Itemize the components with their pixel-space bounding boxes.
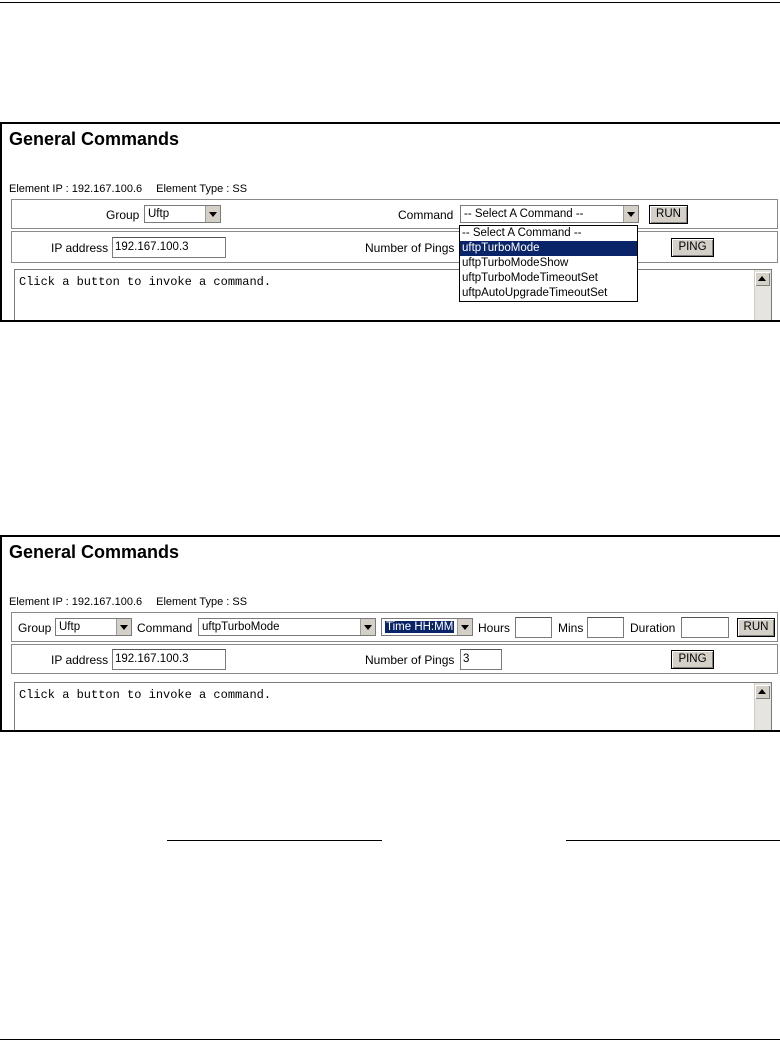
command-select-value: -- Select A Command -- xyxy=(464,208,584,220)
mins-input[interactable] xyxy=(587,617,624,638)
panel-title: General Commands xyxy=(9,129,180,149)
number-of-pings-label: Number of Pings xyxy=(365,241,455,255)
ping-button[interactable]: PING xyxy=(671,238,714,257)
command-label: Command xyxy=(398,208,454,222)
element-ip: Element IP : 192.167.100.6 xyxy=(9,596,143,608)
group-select-value: Uftp xyxy=(148,208,170,220)
scroll-up-icon[interactable] xyxy=(755,685,770,699)
hours-label: Hours xyxy=(478,621,511,635)
hours-input[interactable] xyxy=(515,617,552,638)
command-dropdown-list[interactable] xyxy=(459,225,638,302)
run-button[interactable]: RUN xyxy=(737,618,775,637)
chevron-down-icon[interactable] xyxy=(623,206,638,222)
output-text: Click a button to invoke a command. xyxy=(19,688,272,702)
signature-line-right xyxy=(566,840,780,841)
command-row xyxy=(11,612,778,642)
command-select-value: uftpTurboMode xyxy=(202,621,280,633)
command-option[interactable]: uftpTurboModeShow xyxy=(462,257,569,269)
element-ip: Element IP : 192.167.100.6 xyxy=(9,183,143,195)
chevron-down-icon[interactable] xyxy=(457,619,472,635)
command-select[interactable] xyxy=(460,205,639,223)
group-label: Group xyxy=(106,208,140,222)
page-top-rule xyxy=(0,2,780,3)
ip-address-input[interactable]: 192.167.100.3 xyxy=(112,237,226,258)
group-select-value: Uftp xyxy=(59,621,81,633)
element-type: Element Type : SS xyxy=(156,596,248,608)
element-info xyxy=(9,596,247,608)
group-label: Group xyxy=(18,621,52,635)
scrollbar[interactable] xyxy=(754,270,771,322)
signature-line-left xyxy=(167,840,382,841)
group-select[interactable] xyxy=(55,618,132,636)
ip-address-input[interactable]: 192.167.100.3 xyxy=(112,649,226,670)
run-button[interactable]: RUN xyxy=(649,205,688,224)
output-textarea[interactable] xyxy=(14,682,772,732)
ping-row xyxy=(11,644,778,674)
duration-input[interactable] xyxy=(681,617,729,638)
command-option[interactable]: uftpAutoUpgradeTimeoutSet xyxy=(462,287,608,299)
output-text: Click a button to invoke a command. xyxy=(19,275,272,289)
command-option[interactable]: uftpTurboMode xyxy=(460,241,637,256)
mins-label: Mins xyxy=(558,621,584,635)
page-bottom-rule xyxy=(0,1039,780,1040)
number-of-pings-label: Number of Pings xyxy=(365,653,455,667)
element-type: Element Type : SS xyxy=(156,183,248,195)
scrollbar[interactable] xyxy=(754,683,771,732)
ping-row xyxy=(11,231,778,263)
ip-address-label: IP address xyxy=(51,241,109,255)
output-textarea[interactable] xyxy=(14,269,772,322)
ping-button[interactable]: PING xyxy=(671,650,714,669)
panel-title: General Commands xyxy=(9,542,180,562)
number-of-pings-input[interactable]: 3 xyxy=(460,649,502,670)
command-option[interactable]: -- Select A Command -- xyxy=(462,227,582,239)
general-commands-panel-top xyxy=(0,122,780,322)
command-label: Command xyxy=(137,621,193,635)
general-commands-panel-bottom xyxy=(0,535,780,732)
time-format-select[interactable] xyxy=(381,618,473,636)
chevron-down-icon[interactable] xyxy=(360,619,375,635)
command-select[interactable] xyxy=(198,618,376,636)
duration-label: Duration xyxy=(630,621,676,635)
time-format-value: Time HH:MM xyxy=(386,621,454,633)
ip-address-label: IP address xyxy=(51,653,109,667)
command-option[interactable]: uftpTurboModeTimeoutSet xyxy=(462,272,598,284)
scroll-up-icon[interactable] xyxy=(755,272,770,286)
group-select[interactable] xyxy=(144,205,221,223)
command-row xyxy=(11,199,778,229)
chevron-down-icon[interactable] xyxy=(116,619,131,635)
chevron-down-icon[interactable] xyxy=(205,206,220,222)
element-info xyxy=(9,183,247,195)
